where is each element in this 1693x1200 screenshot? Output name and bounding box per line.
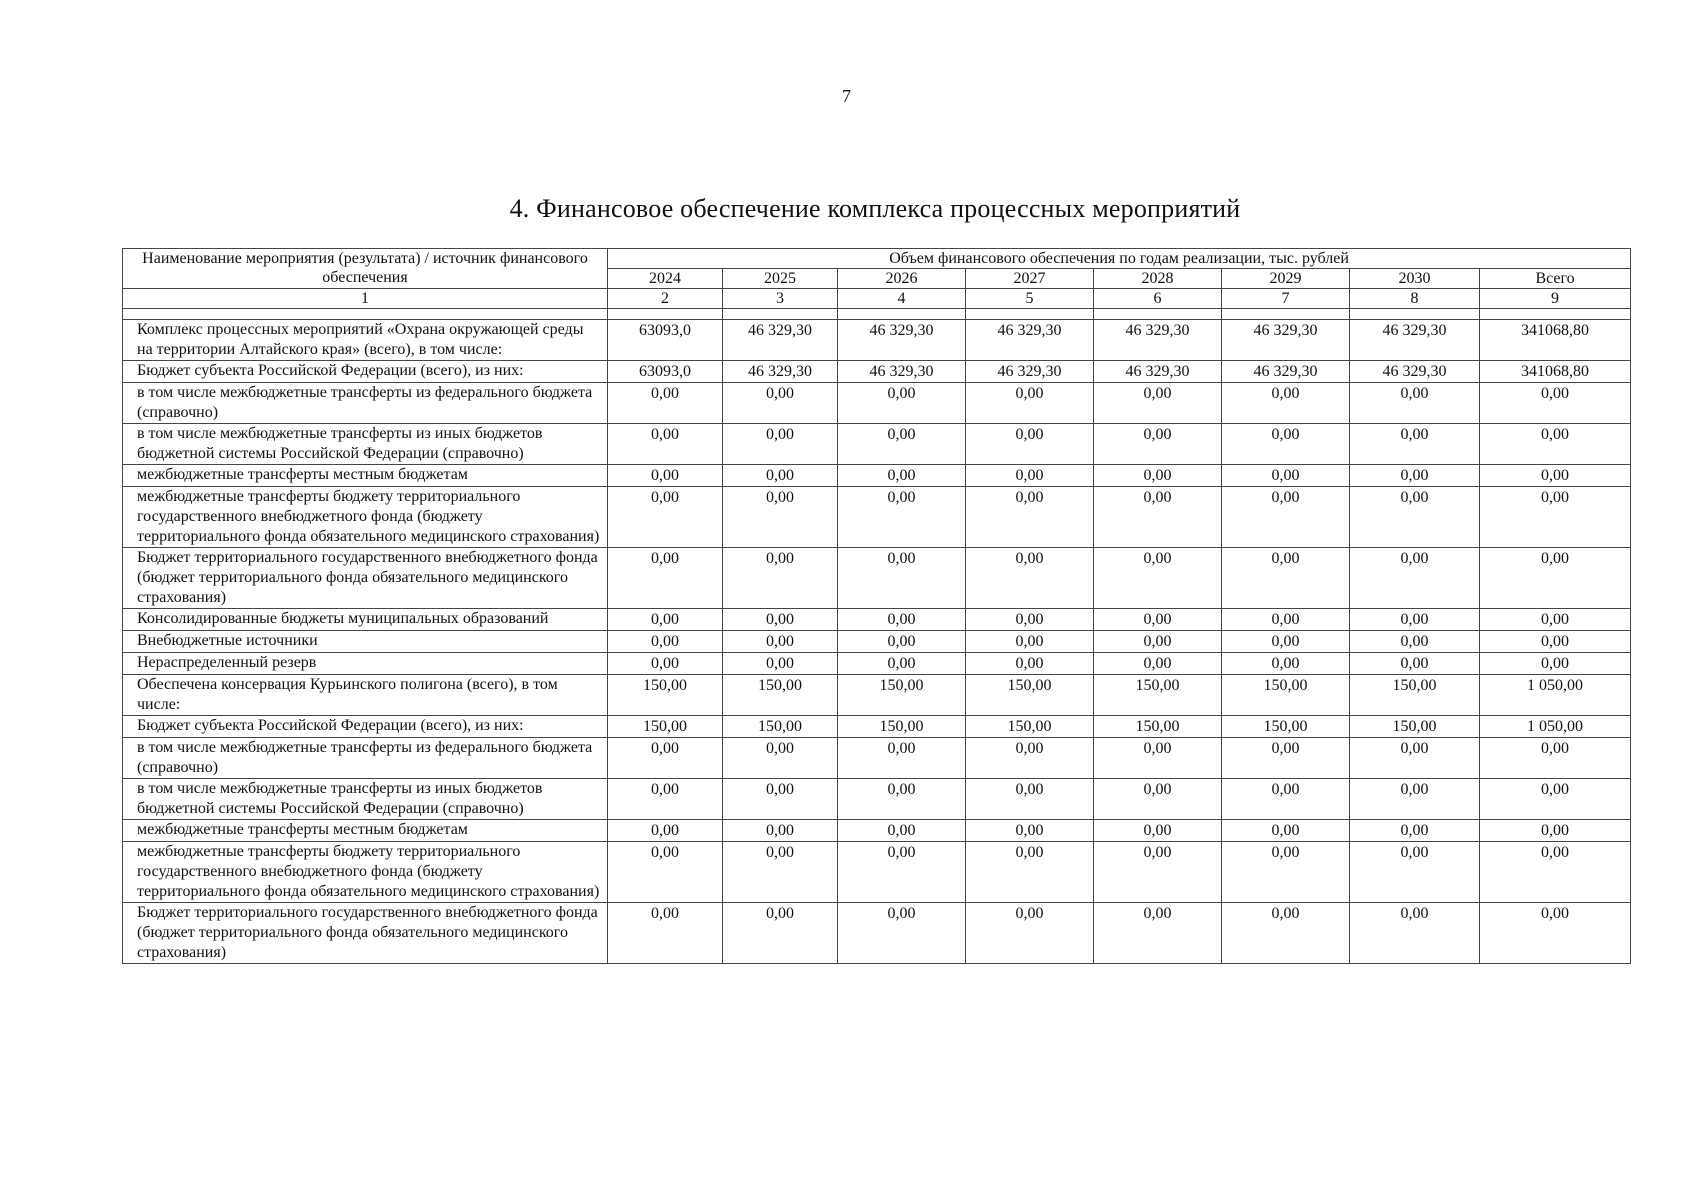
spacer-row — [123, 309, 1631, 320]
value-cell: 0,00 — [1222, 738, 1350, 779]
year-header-cell: 2029 — [1222, 269, 1350, 289]
row-name-cell: в том числе межбюджетные трансферты из федерального бюджета (справочно) — [123, 383, 608, 424]
value-cell: 0,00 — [723, 631, 838, 653]
value-cell: 150,00 — [1222, 716, 1350, 738]
value-cell: 46 329,30 — [966, 361, 1094, 383]
value-cell: 46 329,30 — [1222, 361, 1350, 383]
column-number-cell: 4 — [838, 289, 966, 309]
value-cell: 0,00 — [723, 903, 838, 964]
year-header-cell: Всего — [1480, 269, 1631, 289]
table-row — [123, 383, 1631, 424]
value-cell: 0,00 — [966, 738, 1094, 779]
value-cell: 1 050,00 — [1480, 675, 1631, 716]
value-cell: 0,00 — [1480, 631, 1631, 653]
spacer-cell — [1350, 309, 1480, 320]
column-number-cell: 9 — [1480, 289, 1631, 309]
value-cell: 0,00 — [1222, 820, 1350, 842]
value-cell: 0,00 — [1350, 548, 1480, 609]
value-cell: 0,00 — [1350, 631, 1480, 653]
row-name-cell: межбюджетные трансферты местным бюджетам — [123, 465, 608, 487]
value-cell: 0,00 — [1350, 424, 1480, 465]
value-cell: 0,00 — [1350, 820, 1480, 842]
value-cell: 0,00 — [838, 842, 966, 903]
value-cell: 0,00 — [608, 653, 723, 675]
value-cell: 0,00 — [838, 383, 966, 424]
value-cell: 0,00 — [723, 424, 838, 465]
value-cell: 0,00 — [1222, 548, 1350, 609]
value-cell: 150,00 — [1350, 675, 1480, 716]
value-cell: 0,00 — [1480, 424, 1631, 465]
value-cell: 46 329,30 — [1222, 320, 1350, 361]
value-cell: 46 329,30 — [723, 361, 838, 383]
value-cell: 0,00 — [1350, 903, 1480, 964]
value-cell: 0,00 — [1350, 609, 1480, 631]
value-cell: 150,00 — [838, 675, 966, 716]
value-cell: 0,00 — [966, 631, 1094, 653]
value-cell: 0,00 — [723, 820, 838, 842]
table-row — [123, 820, 1631, 842]
value-cell: 150,00 — [838, 716, 966, 738]
value-cell: 0,00 — [723, 738, 838, 779]
year-header-cell: 2025 — [723, 269, 838, 289]
value-cell: 0,00 — [966, 779, 1094, 820]
row-name-cell: Нераспределенный резерв — [123, 653, 608, 675]
value-cell: 0,00 — [608, 903, 723, 964]
table-row — [123, 653, 1631, 675]
column-number-row — [123, 289, 1631, 309]
row-name-cell: в том числе межбюджетные трансферты из иных бюджетов бюджетной системы Российской Федерации (справочно) — [123, 779, 608, 820]
value-cell: 0,00 — [838, 609, 966, 631]
value-cell: 0,00 — [608, 487, 723, 548]
value-cell: 0,00 — [608, 631, 723, 653]
table-row — [123, 779, 1631, 820]
column-number-cell: 5 — [966, 289, 1094, 309]
column-number-cell: 6 — [1094, 289, 1222, 309]
row-name-cell: Бюджет субъекта Российской Федерации (всего), из них: — [123, 361, 608, 383]
value-cell: 0,00 — [838, 820, 966, 842]
value-cell: 46 329,30 — [1094, 320, 1222, 361]
section-title: 4. Финансовое обеспечение комплекса процессных мероприятий — [509, 194, 1241, 223]
row-name-cell: межбюджетные трансферты бюджету территориального государственного внебюджетного фонда (бюджету территориального фонда обязательного медицинского страхования) — [123, 842, 608, 903]
table-row — [123, 631, 1631, 653]
row-name-cell: Внебюджетные источники — [123, 631, 608, 653]
value-cell: 0,00 — [1222, 779, 1350, 820]
value-cell: 0,00 — [1480, 487, 1631, 548]
year-header-cell: 2030 — [1350, 269, 1480, 289]
value-cell: 150,00 — [608, 675, 723, 716]
spacer-cell — [1480, 309, 1631, 320]
value-cell: 0,00 — [723, 653, 838, 675]
value-cell: 0,00 — [723, 779, 838, 820]
value-cell: 0,00 — [838, 548, 966, 609]
page-number: 7 — [842, 86, 851, 106]
table-row — [123, 487, 1631, 548]
spacer-cell — [608, 309, 723, 320]
value-cell: 0,00 — [1094, 779, 1222, 820]
value-cell: 0,00 — [1350, 465, 1480, 487]
value-cell: 0,00 — [723, 487, 838, 548]
value-cell: 150,00 — [608, 716, 723, 738]
value-cell: 0,00 — [608, 424, 723, 465]
value-cell: 0,00 — [838, 424, 966, 465]
value-cell: 0,00 — [1350, 842, 1480, 903]
value-cell: 0,00 — [1094, 424, 1222, 465]
value-cell: 46 329,30 — [1350, 320, 1480, 361]
value-cell: 0,00 — [838, 631, 966, 653]
value-cell: 0,00 — [608, 383, 723, 424]
value-cell: 1 050,00 — [1480, 716, 1631, 738]
value-cell: 0,00 — [608, 465, 723, 487]
value-cell: 0,00 — [966, 548, 1094, 609]
value-cell: 0,00 — [1480, 609, 1631, 631]
table-row — [123, 738, 1631, 779]
value-cell: 0,00 — [966, 609, 1094, 631]
row-name-cell: межбюджетные трансферты бюджету территориального государственного внебюджетного фонда (бюджету территориального фонда обязательного медицинского страхования) — [123, 487, 608, 548]
value-cell: 0,00 — [1350, 779, 1480, 820]
value-cell: 0,00 — [1222, 487, 1350, 548]
value-cell: 0,00 — [1094, 465, 1222, 487]
value-cell: 0,00 — [608, 820, 723, 842]
value-cell: 0,00 — [1222, 653, 1350, 675]
row-name-cell: Бюджет территориального государственного внебюджетного фонда (бюджет территориального фонда обязательного медицинского страхования) — [123, 548, 608, 609]
value-cell: 0,00 — [838, 653, 966, 675]
value-cell: 63093,0 — [608, 361, 723, 383]
financing-table — [122, 248, 1631, 964]
header-row — [123, 249, 1631, 269]
spacer-cell — [1222, 309, 1350, 320]
value-cell: 0,00 — [1094, 609, 1222, 631]
value-cell: 46 329,30 — [1094, 361, 1222, 383]
value-cell: 0,00 — [1094, 842, 1222, 903]
value-cell: 0,00 — [838, 465, 966, 487]
table-row — [123, 424, 1631, 465]
row-name-cell: Бюджет территориального государственного внебюджетного фонда (бюджет территориального фонда обязательного медицинского страхования) — [123, 903, 608, 964]
value-cell: 0,00 — [1350, 383, 1480, 424]
column-number-cell: 2 — [608, 289, 723, 309]
value-cell: 46 329,30 — [838, 361, 966, 383]
value-cell: 341068,80 — [1480, 361, 1631, 383]
spacer-cell — [1094, 309, 1222, 320]
table-row — [123, 361, 1631, 383]
value-cell: 150,00 — [966, 716, 1094, 738]
value-cell: 0,00 — [838, 903, 966, 964]
year-header-cell: 2026 — [838, 269, 966, 289]
value-cell: 0,00 — [966, 903, 1094, 964]
value-cell: 0,00 — [966, 842, 1094, 903]
value-cell: 0,00 — [966, 820, 1094, 842]
value-cell: 341068,80 — [1480, 320, 1631, 361]
value-cell: 0,00 — [838, 487, 966, 548]
value-cell: 0,00 — [1350, 653, 1480, 675]
table-row — [123, 675, 1631, 716]
value-cell: 0,00 — [1480, 738, 1631, 779]
row-name-cell: Комплекс процессных мероприятий «Охрана окружающей среды на территории Алтайского края» (всего), в том числе: — [123, 320, 608, 361]
table-row — [123, 609, 1631, 631]
row-name-cell: в том числе межбюджетные трансферты из иных бюджетов бюджетной системы Российской Федерации (справочно) — [123, 424, 608, 465]
value-cell: 0,00 — [1094, 738, 1222, 779]
value-cell: 0,00 — [1222, 903, 1350, 964]
row-name-cell: в том числе межбюджетные трансферты из федерального бюджета (справочно) — [123, 738, 608, 779]
value-cell: 0,00 — [1094, 631, 1222, 653]
value-cell: 0,00 — [1480, 383, 1631, 424]
value-cell: 150,00 — [1094, 675, 1222, 716]
value-cell: 46 329,30 — [723, 320, 838, 361]
value-cell: 0,00 — [1350, 487, 1480, 548]
value-cell: 0,00 — [723, 383, 838, 424]
value-cell: 150,00 — [1222, 675, 1350, 716]
value-cell: 0,00 — [1094, 487, 1222, 548]
value-cell: 0,00 — [1222, 465, 1350, 487]
value-cell: 0,00 — [966, 487, 1094, 548]
value-cell: 0,00 — [608, 609, 723, 631]
value-cell: 0,00 — [966, 653, 1094, 675]
value-cell: 0,00 — [1480, 548, 1631, 609]
value-cell: 0,00 — [608, 779, 723, 820]
value-cell: 0,00 — [1480, 820, 1631, 842]
value-cell: 0,00 — [1480, 842, 1631, 903]
value-cell: 0,00 — [966, 424, 1094, 465]
header-name-cell: Наименование мероприятия (результата) / источник финансового обеспечения — [123, 249, 608, 289]
row-name-cell: Консолидированные бюджеты муниципальных образований — [123, 609, 608, 631]
value-cell: 0,00 — [966, 465, 1094, 487]
value-cell: 0,00 — [723, 465, 838, 487]
value-cell: 0,00 — [1222, 383, 1350, 424]
value-cell: 0,00 — [1094, 653, 1222, 675]
spacer-cell — [723, 309, 838, 320]
value-cell: 0,00 — [838, 779, 966, 820]
value-cell: 46 329,30 — [966, 320, 1094, 361]
year-header-cell: 2024 — [608, 269, 723, 289]
value-cell: 0,00 — [1094, 383, 1222, 424]
header-volume-cell: Объем финансового обеспечения по годам реализации, тыс. рублей — [608, 249, 1631, 269]
spacer-cell — [966, 309, 1094, 320]
year-header-cell: 2027 — [966, 269, 1094, 289]
value-cell: 46 329,30 — [838, 320, 966, 361]
value-cell: 0,00 — [1222, 424, 1350, 465]
value-cell: 46 329,30 — [1350, 361, 1480, 383]
value-cell: 150,00 — [1350, 716, 1480, 738]
table-row — [123, 548, 1631, 609]
value-cell: 0,00 — [1480, 653, 1631, 675]
value-cell: 0,00 — [608, 738, 723, 779]
table-row — [123, 465, 1631, 487]
spacer-cell — [123, 309, 608, 320]
value-cell: 0,00 — [1222, 842, 1350, 903]
value-cell: 150,00 — [966, 675, 1094, 716]
column-number-cell: 1 — [123, 289, 608, 309]
value-cell: 150,00 — [1094, 716, 1222, 738]
value-cell: 0,00 — [1094, 548, 1222, 609]
value-cell: 0,00 — [1480, 779, 1631, 820]
value-cell: 150,00 — [723, 675, 838, 716]
value-cell: 0,00 — [608, 548, 723, 609]
year-header-cell: 2028 — [1094, 269, 1222, 289]
column-number-cell: 3 — [723, 289, 838, 309]
row-name-cell: Обеспечена консервация Курьинского полигона (всего), в том числе: — [123, 675, 608, 716]
value-cell: 0,00 — [1094, 820, 1222, 842]
value-cell: 0,00 — [1094, 903, 1222, 964]
value-cell: 150,00 — [723, 716, 838, 738]
value-cell: 0,00 — [966, 383, 1094, 424]
table-row — [123, 320, 1631, 361]
table-row — [123, 903, 1631, 964]
value-cell: 0,00 — [723, 548, 838, 609]
value-cell: 0,00 — [723, 842, 838, 903]
value-cell: 0,00 — [723, 609, 838, 631]
value-cell: 0,00 — [838, 738, 966, 779]
row-name-cell: Бюджет субъекта Российской Федерации (всего), из них: — [123, 716, 608, 738]
value-cell: 0,00 — [608, 842, 723, 903]
value-cell: 0,00 — [1350, 738, 1480, 779]
column-number-cell: 7 — [1222, 289, 1350, 309]
table-row — [123, 842, 1631, 903]
table-row — [123, 716, 1631, 738]
value-cell: 0,00 — [1480, 465, 1631, 487]
value-cell: 0,00 — [1480, 903, 1631, 964]
spacer-cell — [838, 309, 966, 320]
value-cell: 0,00 — [1222, 631, 1350, 653]
row-name-cell: межбюджетные трансферты местным бюджетам — [123, 820, 608, 842]
value-cell: 0,00 — [1222, 609, 1350, 631]
column-number-cell: 8 — [1350, 289, 1480, 309]
value-cell: 63093,0 — [608, 320, 723, 361]
